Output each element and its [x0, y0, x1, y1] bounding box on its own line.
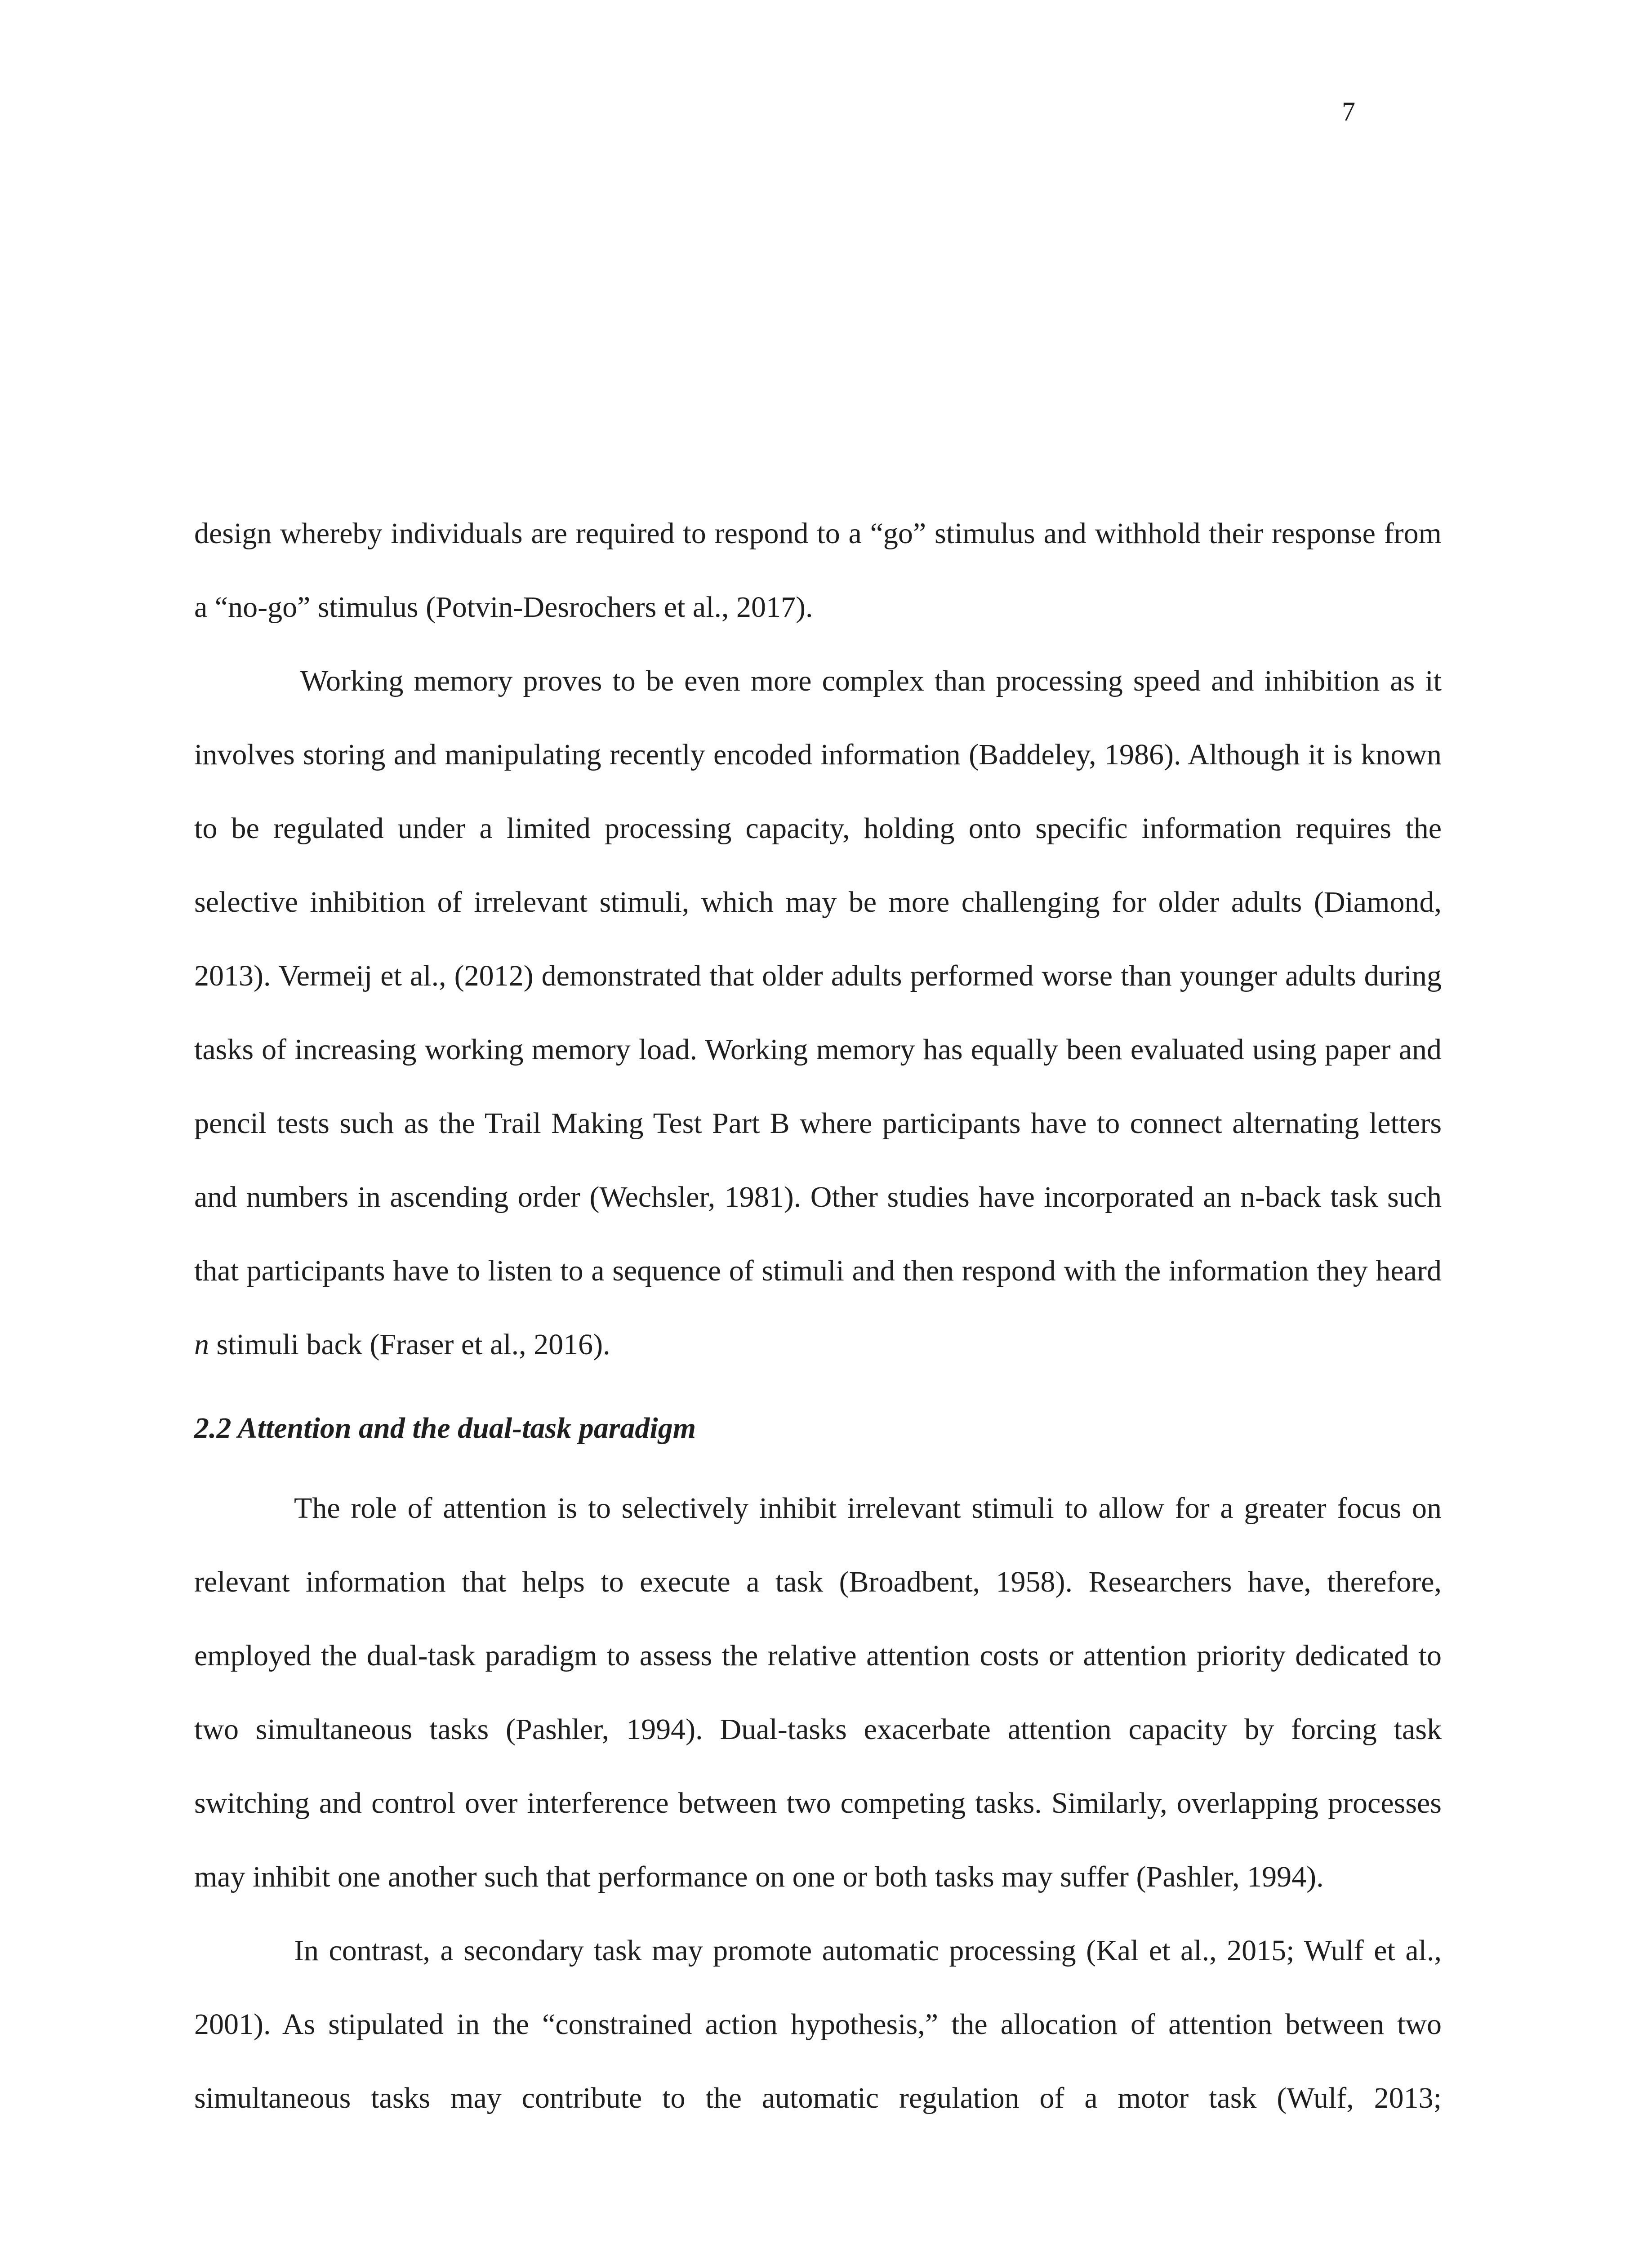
paragraph-inhibition-continued: design whereby individuals are required to respond to a “go” stimulus and withhold their response from a “no-go” stimulus (Potvin-Desrochers et al., 2017). — [194, 517, 1442, 624]
page-number: 7 — [1342, 97, 1355, 126]
paragraph-working-memory-text: Working memory proves to be even more complex than processing speed and inhibition as it involves storing and manipulating recently encoded information (Baddeley, 1986). Although it is known to be regulated under a limited processing capacity, holding onto specific information requires the selective inhibition of irrelevant stimuli, which may be more challenging for older adults (Diamond, 2013). Vermeij et al., (2012) demonstrated that older adults performed worse than younger adults during tasks of increasing working memory load. Working memory has equally been evaluated using paper and pencil tests such as the Trail Making Test Part B where participants have to connect alternating letters and numbers in ascending order (Wechsler, 1981). Other studies have incorporated an n-back task such that participants have to listen to a sequence of stimuli and then respond with the information they heard — [194, 665, 1442, 1287]
paragraph-working-memory-end: stimuli back (Fraser et al., 2016). — [216, 1328, 610, 1361]
document-body — [194, 497, 1442, 2135]
section-heading-attention: 2.2 Attention and the dual-task paradigm — [194, 1412, 696, 1445]
paragraph-working-memory — [194, 644, 1442, 1382]
italic-n: n — [194, 1328, 209, 1361]
paragraph-attention: The role of attention is to selectively inhibit irrelevant stimuli to allow for a greater focus on relevant information that helps to execute a task (Broadbent, 1958). Researchers have, therefore, employed the dual-task paradigm to assess the relative attention costs or attention priority dedicated to two simultaneous tasks (Pashler, 1994). Dual-tasks exacerbate attention capacity by forcing task switching and control over interference between two competing tasks. Similarly, overlapping processes may inhibit one another such that performance on one or both tasks may suffer (Pashler, 1994). — [194, 1492, 1442, 1893]
paragraph-automatic-processing: In contrast, a secondary task may promote automatic processing (Kal et al., 2015; Wulf et al., 2001). As stipulated in the “constrained action hypothesis,” the allocation of attention between two simultaneous tasks may contribute to the automatic regulation of a motor task (Wulf, 2013; — [194, 1934, 1442, 2114]
